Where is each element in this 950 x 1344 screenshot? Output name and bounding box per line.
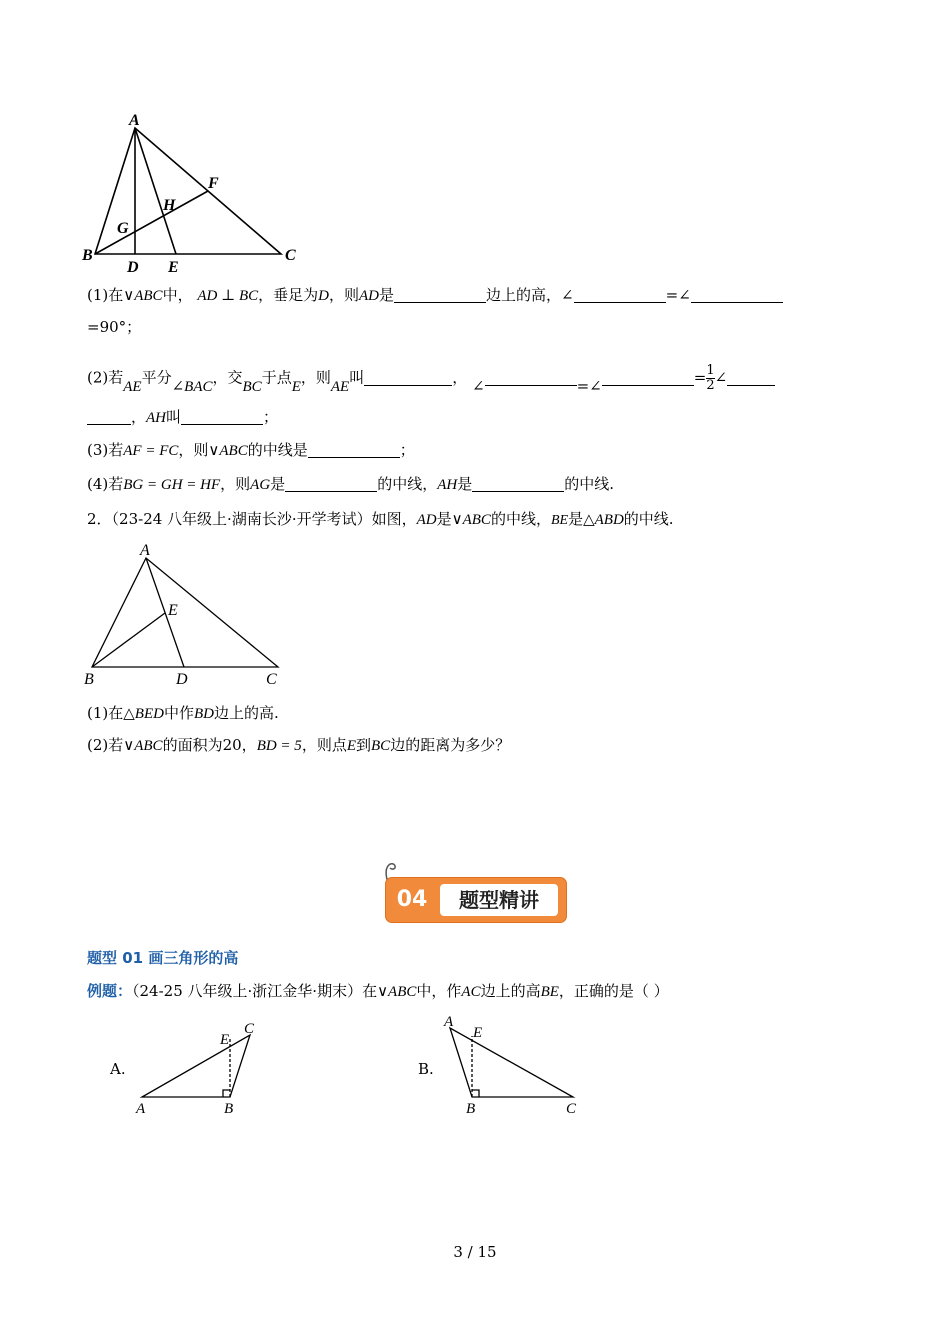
option-a-figure[interactable] (130, 1015, 270, 1120)
blank-5[interactable] (485, 369, 577, 386)
q1-part2-line2: ，AH叫 ； (87, 406, 278, 429)
q2-part1: (1)在△BED中作BD边上的高. (87, 704, 279, 722)
opt-b-right-angle (472, 1090, 479, 1097)
opt-a-label-b: B (224, 1101, 234, 1117)
blank-7b[interactable] (87, 408, 131, 425)
q1-part4: (4)若BG = GH = HF，则AG是 的中线，AH是 的中线. (87, 475, 614, 493)
q1-part3: (3)若AF = FC，则∨ABC的中线是 ； (87, 441, 415, 459)
label-e: E (168, 259, 179, 276)
badge-number: 04 (396, 887, 428, 912)
blank-9[interactable] (308, 441, 400, 458)
blank-7[interactable] (727, 369, 775, 386)
fig2-label-e: E (168, 602, 178, 619)
label-d: D (127, 259, 139, 276)
opt-a-label-c: C (244, 1021, 255, 1037)
option-b-figure[interactable] (435, 1008, 585, 1120)
blank-1[interactable] (394, 286, 486, 303)
section-badge (380, 858, 570, 928)
badge-box (386, 878, 566, 922)
label-a: A (129, 112, 140, 129)
fig2-label-d: D (176, 671, 188, 688)
figure-2-triangle (78, 538, 298, 688)
figure-1-triangle (80, 108, 310, 278)
opt-a-right-angle (223, 1090, 230, 1097)
triangle-abc-2 (92, 558, 278, 667)
label-g: G (117, 220, 129, 237)
blank-11[interactable] (472, 475, 564, 492)
option-b-label[interactable]: B. (418, 1060, 434, 1078)
page-number: 3 / 15 (453, 1243, 497, 1261)
q1-part2-line1: (2)若AE平分∠BAC，交BC于点E，则AE叫 ， ∠ =∠ = $\frac{1}{2}$ ∠ (87, 364, 775, 393)
opt-a-label-e: E (220, 1032, 230, 1048)
fig2-label-a: A (140, 542, 150, 559)
q2-part2: (2)若∨ABC的面积为20，BD = 5，则点E到BC边的距离为多少？ (87, 736, 511, 754)
opt-b-label-e: E (473, 1025, 483, 1041)
q2-stem: 2．（23-24 八年级上·湖南长沙·开学考试）如图，AD是∨ABC的中线，BE是△ABD的中线. (87, 510, 674, 528)
blank-10[interactable] (285, 475, 377, 492)
blank-6[interactable] (602, 369, 694, 386)
example-stem: 例题：（24-25 八年级上·浙江金华·期末）在∨ABC中，作AC边上的高BE，正确的是（ ） (87, 982, 669, 1000)
fig2-label-b: B (84, 671, 94, 688)
segment-ae (135, 128, 176, 254)
label-b: B (82, 247, 93, 264)
q1-part1-line2: =90°； (87, 318, 142, 336)
opt-b-label-a: A (444, 1014, 454, 1030)
blank-2[interactable] (574, 286, 666, 303)
badge-title: 题型精讲 (440, 884, 558, 916)
label-f: F (208, 175, 219, 192)
label-h: H (163, 197, 176, 214)
opt-b-label-b: B (466, 1101, 476, 1117)
opt-b-triangle (450, 1028, 573, 1097)
fraction-half: $\frac{1}{2}$ (706, 363, 715, 393)
blank-4[interactable] (364, 369, 452, 386)
segment-be-2 (92, 613, 165, 667)
blank-8[interactable] (181, 408, 263, 425)
opt-a-label-a: A (136, 1101, 146, 1117)
fig2-label-c: C (266, 671, 277, 688)
opt-a-triangle (142, 1035, 250, 1097)
q1-part1-line1: (1)在∨ABC中， AD ⊥ BC，垂足为D，则AD是 边上的高，∠ =∠ (87, 284, 783, 307)
opt-b-label-c: C (566, 1101, 577, 1117)
option-a-label[interactable]: A. (110, 1060, 126, 1078)
blank-3[interactable] (691, 286, 783, 303)
label-c: C (285, 247, 296, 264)
section-label: 题型 01 画三角形的高 (87, 949, 239, 967)
